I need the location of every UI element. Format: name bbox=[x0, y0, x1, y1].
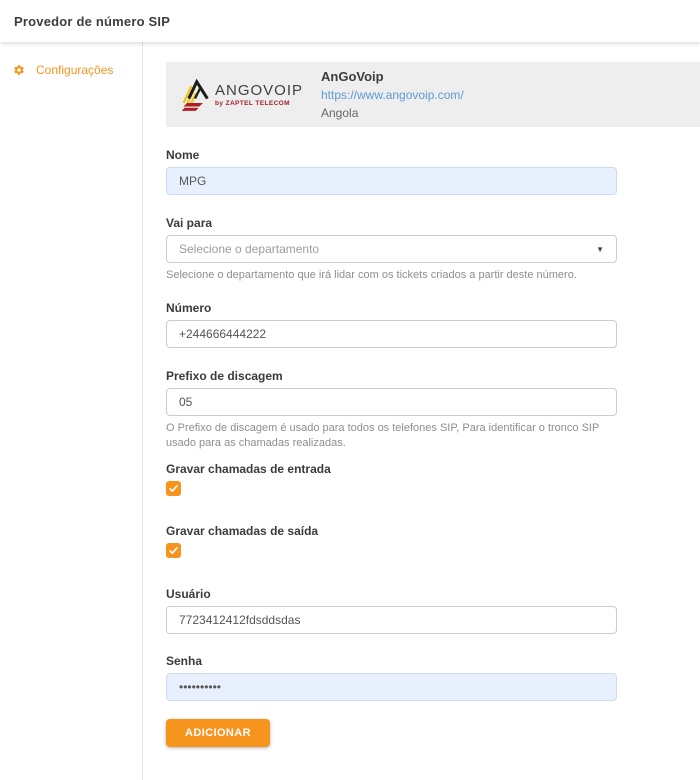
sidebar-item-configuracoes[interactable] bbox=[0, 63, 142, 77]
provider-card bbox=[166, 62, 700, 127]
gravar-entrada-checkbox[interactable] bbox=[166, 481, 181, 496]
page-header bbox=[0, 0, 700, 42]
adicionar-button[interactable]: ADICIONAR bbox=[166, 719, 270, 747]
gravar-saida-checkbox[interactable] bbox=[166, 543, 181, 558]
gravar-entrada-label: Gravar chamadas de entrada bbox=[166, 462, 331, 476]
vai-para-group bbox=[166, 217, 617, 283]
app-body bbox=[0, 42, 700, 780]
usuario-label: Usuário bbox=[166, 587, 211, 601]
numero-group bbox=[166, 302, 617, 348]
chevron-down-icon: ▼ bbox=[596, 244, 604, 254]
usuario-input[interactable] bbox=[166, 606, 617, 634]
prefixo-group bbox=[166, 370, 617, 451]
senha-label: Senha bbox=[166, 654, 203, 668]
check-icon bbox=[169, 484, 178, 493]
sidebar-item-label: Configurações bbox=[36, 63, 114, 77]
logo-tagline: by ZAPTEL TELECOM bbox=[215, 99, 290, 107]
nome-input[interactable] bbox=[166, 167, 617, 195]
prefixo-label: Prefixo de discagem bbox=[166, 369, 283, 383]
vai-para-label: Vai para bbox=[166, 216, 213, 230]
senha-group bbox=[166, 655, 617, 701]
gravar-saida-group bbox=[166, 525, 617, 558]
gravar-saida-label: Gravar chamadas de saída bbox=[166, 524, 319, 538]
departamento-select[interactable] bbox=[166, 235, 617, 263]
main-content bbox=[143, 42, 700, 780]
prefixo-helper: O Prefixo de discagem é usado para todos os telefones SIP, Para identificar o tronco SIP usado para as chamadas realizadas. bbox=[166, 422, 600, 449]
provider-name: AnGoVoip bbox=[321, 69, 384, 84]
sidebar bbox=[0, 42, 143, 780]
sip-provider-form bbox=[166, 149, 617, 747]
logo-wordmark: ANGOVOIP bbox=[215, 81, 304, 99]
angovoip-logo bbox=[180, 79, 308, 111]
departamento-select-placeholder: Selecione o departamento bbox=[179, 242, 320, 256]
prefixo-input[interactable] bbox=[166, 388, 617, 416]
vai-para-helper: Selecione o departamento que irá lidar com os tickets criados a partir deste número. bbox=[166, 269, 577, 281]
usuario-group bbox=[166, 588, 617, 634]
numero-input[interactable] bbox=[166, 320, 617, 348]
gear-icon bbox=[13, 64, 25, 76]
gravar-entrada-group bbox=[166, 463, 617, 496]
angovoip-logo-icon bbox=[180, 79, 210, 111]
nome-label: Nome bbox=[166, 148, 200, 162]
nome-group bbox=[166, 149, 617, 195]
numero-label: Número bbox=[166, 301, 212, 315]
check-icon bbox=[169, 546, 178, 555]
provider-country: Angola bbox=[321, 106, 359, 120]
provider-url-link[interactable]: https://www.angovoip.com/ bbox=[321, 88, 464, 102]
provider-info bbox=[321, 69, 464, 120]
page-title: Provedor de número SIP bbox=[14, 13, 171, 29]
senha-input[interactable] bbox=[166, 673, 617, 701]
